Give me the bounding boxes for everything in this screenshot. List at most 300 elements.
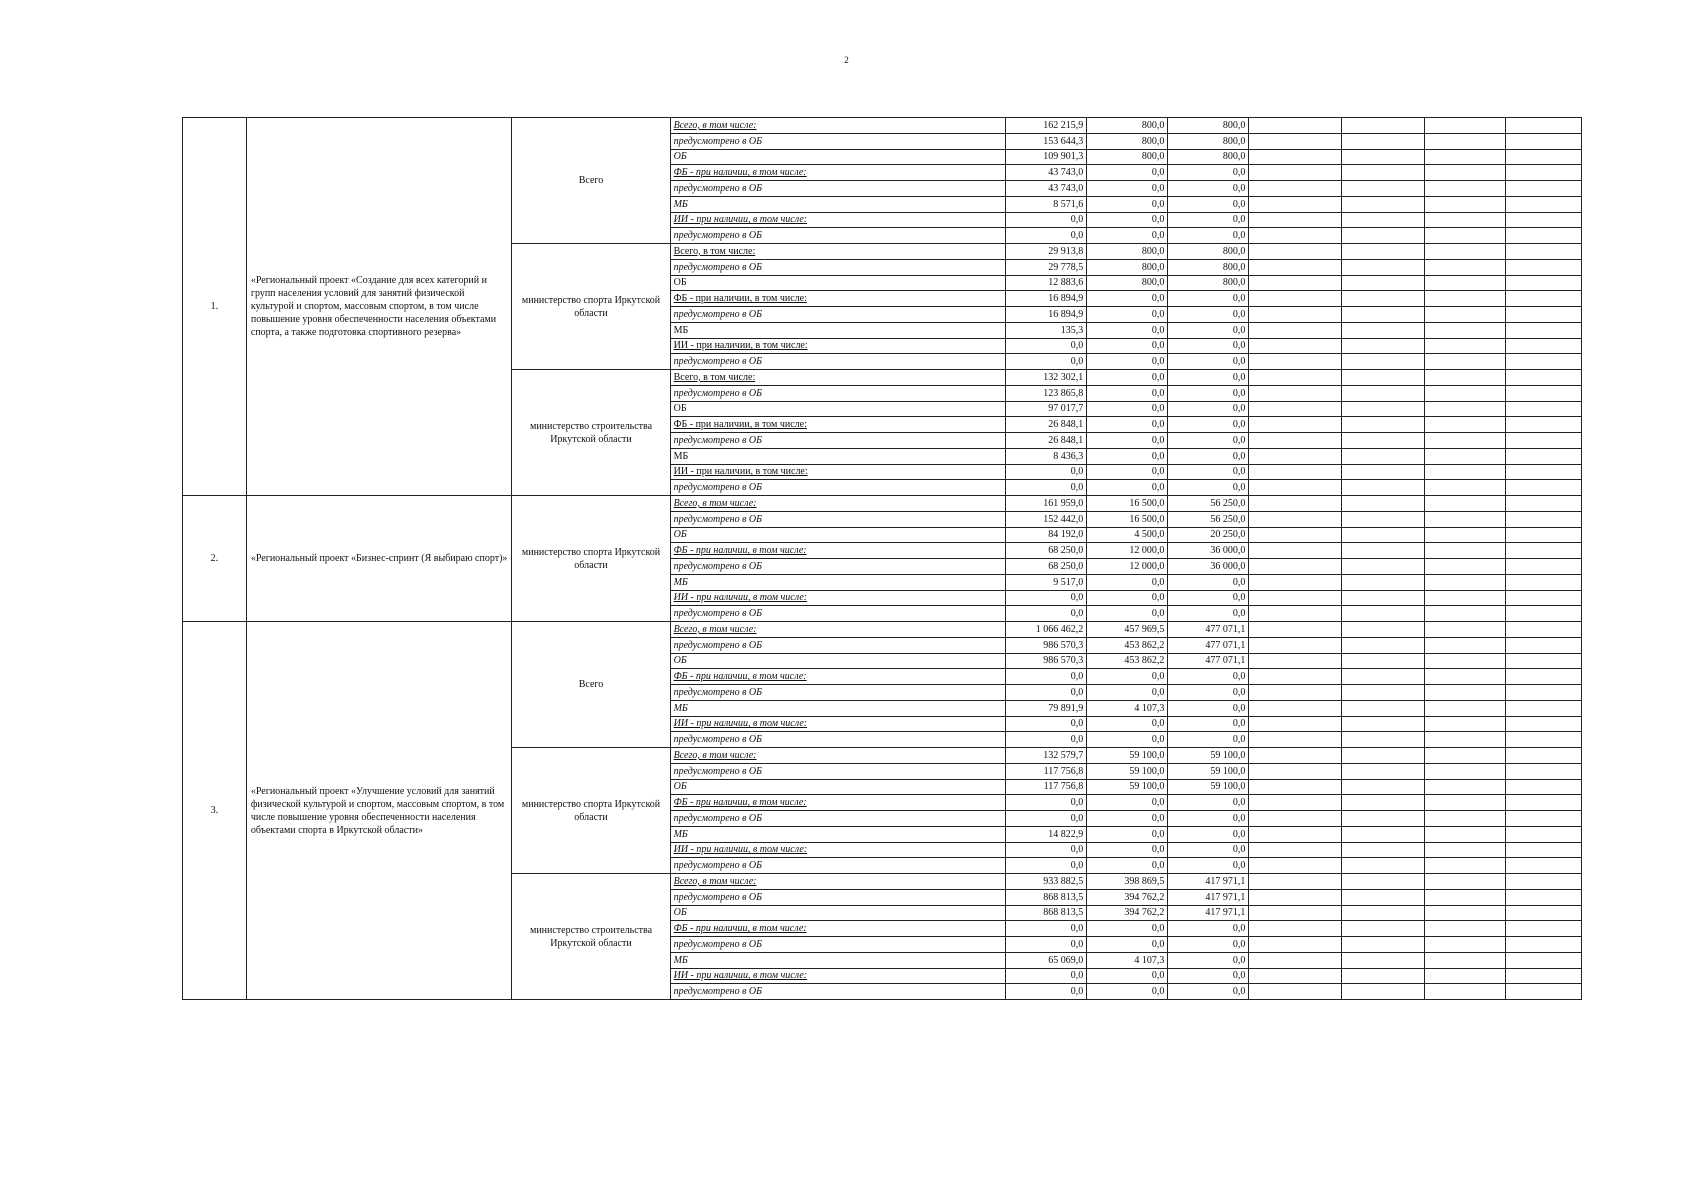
funding-source-label: ФБ - при наличии, в том числе: (670, 543, 1006, 559)
empty-cell (1424, 212, 1505, 228)
empty-cell (1341, 370, 1424, 386)
empty-cell (1505, 212, 1581, 228)
empty-cell (1249, 763, 1341, 779)
empty-cell (1249, 700, 1341, 716)
amount-year-2: 0,0 (1087, 811, 1168, 827)
funding-source-label: ФБ - при наличии, в том числе: (670, 795, 1006, 811)
empty-cell (1341, 149, 1424, 165)
amount-year-3: 477 071,1 (1168, 653, 1249, 669)
responsible-executor: министерство спорта Иркутской области (512, 748, 670, 874)
empty-cell (1249, 511, 1341, 527)
empty-cell (1341, 968, 1424, 984)
funding-source-label: предусмотрено в ОБ (670, 937, 1006, 953)
empty-cell (1341, 795, 1424, 811)
empty-cell (1505, 480, 1581, 496)
amount-year-2: 4 107,3 (1087, 700, 1168, 716)
amount-year-2: 0,0 (1087, 669, 1168, 685)
empty-cell (1424, 653, 1505, 669)
amount-year-2: 800,0 (1087, 244, 1168, 260)
empty-cell (1505, 417, 1581, 433)
amount-year-2: 0,0 (1087, 842, 1168, 858)
empty-cell (1249, 401, 1341, 417)
empty-cell (1249, 354, 1341, 370)
budget-table (182, 117, 1582, 1000)
amount-year-1: 0,0 (1006, 480, 1087, 496)
empty-cell (1505, 543, 1581, 559)
empty-cell (1249, 842, 1341, 858)
empty-cell (1424, 795, 1505, 811)
empty-cell (1424, 307, 1505, 323)
empty-cell (1424, 181, 1505, 197)
amount-year-2: 0,0 (1087, 354, 1168, 370)
amount-year-2: 59 100,0 (1087, 779, 1168, 795)
empty-cell (1249, 118, 1341, 134)
amount-year-2: 800,0 (1087, 275, 1168, 291)
amount-year-3: 800,0 (1168, 149, 1249, 165)
empty-cell (1424, 858, 1505, 874)
funding-source-label: предусмотрено в ОБ (670, 480, 1006, 496)
empty-cell (1249, 716, 1341, 732)
amount-year-3: 800,0 (1168, 259, 1249, 275)
funding-source-label: предусмотрено в ОБ (670, 559, 1006, 575)
empty-cell (1505, 511, 1581, 527)
empty-cell (1424, 559, 1505, 575)
amount-year-1: 1 066 462,2 (1006, 622, 1087, 638)
empty-cell (1249, 165, 1341, 181)
empty-cell (1341, 464, 1424, 480)
funding-source-label: предусмотрено в ОБ (670, 181, 1006, 197)
amount-year-2: 0,0 (1087, 291, 1168, 307)
funding-source-label: ОБ (670, 149, 1006, 165)
empty-cell (1505, 606, 1581, 622)
empty-cell (1341, 244, 1424, 260)
empty-cell (1341, 401, 1424, 417)
amount-year-2: 4 107,3 (1087, 952, 1168, 968)
empty-cell (1249, 385, 1341, 401)
amount-year-3: 0,0 (1168, 322, 1249, 338)
amount-year-3: 0,0 (1168, 685, 1249, 701)
empty-cell (1341, 480, 1424, 496)
empty-cell (1249, 228, 1341, 244)
table-row (183, 622, 1582, 638)
amount-year-1: 0,0 (1006, 354, 1087, 370)
empty-cell (1424, 165, 1505, 181)
empty-cell (1505, 622, 1581, 638)
empty-cell (1341, 685, 1424, 701)
empty-cell (1249, 779, 1341, 795)
amount-year-3: 0,0 (1168, 401, 1249, 417)
amount-year-1: 0,0 (1006, 464, 1087, 480)
empty-cell (1249, 937, 1341, 953)
amount-year-2: 0,0 (1087, 322, 1168, 338)
funding-source-label: предусмотрено в ОБ (670, 511, 1006, 527)
empty-cell (1341, 842, 1424, 858)
funding-source-label: ОБ (670, 653, 1006, 669)
empty-cell (1341, 291, 1424, 307)
empty-cell (1505, 354, 1581, 370)
amount-year-2: 59 100,0 (1087, 763, 1168, 779)
funding-source-label: МБ (670, 574, 1006, 590)
amount-year-1: 26 848,1 (1006, 417, 1087, 433)
empty-cell (1505, 527, 1581, 543)
table-row (183, 118, 1582, 134)
amount-year-3: 417 971,1 (1168, 905, 1249, 921)
funding-source-label: ИИ - при наличии, в том числе: (670, 716, 1006, 732)
amount-year-3: 0,0 (1168, 921, 1249, 937)
funding-source-label: предусмотрено в ОБ (670, 685, 1006, 701)
empty-cell (1505, 385, 1581, 401)
amount-year-1: 868 813,5 (1006, 889, 1087, 905)
funding-source-label: предусмотрено в ОБ (670, 133, 1006, 149)
funding-source-label: предусмотрено в ОБ (670, 354, 1006, 370)
empty-cell (1341, 496, 1424, 512)
empty-cell (1505, 685, 1581, 701)
amount-year-1: 0,0 (1006, 795, 1087, 811)
funding-source-label: предусмотрено в ОБ (670, 606, 1006, 622)
amount-year-1: 868 813,5 (1006, 905, 1087, 921)
empty-cell (1341, 669, 1424, 685)
amount-year-1: 0,0 (1006, 228, 1087, 244)
empty-cell (1505, 433, 1581, 449)
empty-cell (1505, 165, 1581, 181)
empty-cell (1249, 464, 1341, 480)
funding-source-label: ОБ (670, 779, 1006, 795)
amount-year-1: 132 579,7 (1006, 748, 1087, 764)
funding-source-label: ИИ - при наличии, в том числе: (670, 842, 1006, 858)
empty-cell (1341, 322, 1424, 338)
amount-year-2: 0,0 (1087, 165, 1168, 181)
amount-year-1: 161 959,0 (1006, 496, 1087, 512)
funding-source-label: ИИ - при наличии, в том числе: (670, 968, 1006, 984)
amount-year-3: 800,0 (1168, 133, 1249, 149)
empty-cell (1249, 952, 1341, 968)
funding-source-label: предусмотрено в ОБ (670, 259, 1006, 275)
amount-year-3: 417 971,1 (1168, 874, 1249, 890)
empty-cell (1505, 716, 1581, 732)
empty-cell (1341, 952, 1424, 968)
empty-cell (1249, 874, 1341, 890)
empty-cell (1249, 338, 1341, 354)
funding-source-label: Всего, в том числе: (670, 748, 1006, 764)
funding-source-label: ОБ (670, 401, 1006, 417)
empty-cell (1424, 952, 1505, 968)
funding-source-label: МБ (670, 952, 1006, 968)
amount-year-2: 12 000,0 (1087, 559, 1168, 575)
funding-source-label: Всего, в том числе: (670, 370, 1006, 386)
empty-cell (1505, 795, 1581, 811)
amount-year-1: 8 571,6 (1006, 196, 1087, 212)
empty-cell (1249, 921, 1341, 937)
amount-year-2: 0,0 (1087, 433, 1168, 449)
empty-cell (1424, 401, 1505, 417)
funding-source-label: предусмотрено в ОБ (670, 637, 1006, 653)
empty-cell (1424, 385, 1505, 401)
amount-year-1: 29 778,5 (1006, 259, 1087, 275)
empty-cell (1505, 275, 1581, 291)
amount-year-2: 800,0 (1087, 118, 1168, 134)
amount-year-2: 0,0 (1087, 480, 1168, 496)
empty-cell (1341, 275, 1424, 291)
empty-cell (1249, 291, 1341, 307)
funding-source-label: МБ (670, 826, 1006, 842)
amount-year-1: 109 901,3 (1006, 149, 1087, 165)
amount-year-2: 0,0 (1087, 606, 1168, 622)
funding-source-label: Всего, в том числе: (670, 118, 1006, 134)
empty-cell (1424, 149, 1505, 165)
amount-year-2: 0,0 (1087, 984, 1168, 1000)
amount-year-3: 0,0 (1168, 952, 1249, 968)
amount-year-1: 0,0 (1006, 685, 1087, 701)
empty-cell (1341, 622, 1424, 638)
amount-year-3: 56 250,0 (1168, 511, 1249, 527)
funding-source-label: ИИ - при наличии, в том числе: (670, 590, 1006, 606)
amount-year-3: 20 250,0 (1168, 527, 1249, 543)
empty-cell (1424, 716, 1505, 732)
empty-cell (1424, 417, 1505, 433)
amount-year-1: 132 302,1 (1006, 370, 1087, 386)
empty-cell (1341, 700, 1424, 716)
section-number: 3. (183, 622, 247, 1000)
funding-source-label: ОБ (670, 527, 1006, 543)
empty-cell (1341, 448, 1424, 464)
funding-source-label: предусмотрено в ОБ (670, 889, 1006, 905)
empty-cell (1424, 511, 1505, 527)
empty-cell (1505, 133, 1581, 149)
empty-cell (1424, 622, 1505, 638)
amount-year-2: 0,0 (1087, 401, 1168, 417)
amount-year-3: 800,0 (1168, 118, 1249, 134)
empty-cell (1249, 748, 1341, 764)
amount-year-2: 0,0 (1087, 795, 1168, 811)
amount-year-2: 0,0 (1087, 181, 1168, 197)
empty-cell (1424, 779, 1505, 795)
funding-source-label: предусмотрено в ОБ (670, 763, 1006, 779)
empty-cell (1424, 637, 1505, 653)
amount-year-1: 0,0 (1006, 338, 1087, 354)
empty-cell (1249, 448, 1341, 464)
amount-year-2: 0,0 (1087, 858, 1168, 874)
empty-cell (1341, 543, 1424, 559)
empty-cell (1505, 811, 1581, 827)
empty-cell (1341, 133, 1424, 149)
empty-cell (1505, 370, 1581, 386)
amount-year-3: 0,0 (1168, 732, 1249, 748)
amount-year-3: 36 000,0 (1168, 543, 1249, 559)
empty-cell (1505, 448, 1581, 464)
funding-source-label: ФБ - при наличии, в том числе: (670, 669, 1006, 685)
empty-cell (1505, 937, 1581, 953)
empty-cell (1249, 622, 1341, 638)
amount-year-1: 0,0 (1006, 716, 1087, 732)
amount-year-3: 0,0 (1168, 669, 1249, 685)
amount-year-3: 0,0 (1168, 291, 1249, 307)
funding-source-label: ИИ - при наличии, в том числе: (670, 338, 1006, 354)
project-name: «Региональный проект «Бизнес-спринт (Я выбираю спорт)» (246, 496, 512, 622)
amount-year-3: 0,0 (1168, 307, 1249, 323)
empty-cell (1249, 968, 1341, 984)
empty-cell (1505, 858, 1581, 874)
empty-cell (1341, 748, 1424, 764)
empty-cell (1249, 559, 1341, 575)
empty-cell (1424, 669, 1505, 685)
amount-year-2: 800,0 (1087, 259, 1168, 275)
empty-cell (1505, 669, 1581, 685)
empty-cell (1341, 811, 1424, 827)
funding-source-label: предусмотрено в ОБ (670, 732, 1006, 748)
amount-year-3: 0,0 (1168, 574, 1249, 590)
amount-year-1: 0,0 (1006, 984, 1087, 1000)
amount-year-2: 4 500,0 (1087, 527, 1168, 543)
empty-cell (1505, 732, 1581, 748)
empty-cell (1505, 307, 1581, 323)
empty-cell (1341, 732, 1424, 748)
project-name: «Региональный проект «Улучшение условий для занятий физической культурой и спортом, массовым спортом, в том числе повышение уровня обеспеченности населения объектами спорта в Иркутской области» (246, 622, 512, 1000)
amount-year-2: 16 500,0 (1087, 496, 1168, 512)
empty-cell (1249, 196, 1341, 212)
amount-year-2: 453 862,2 (1087, 637, 1168, 653)
funding-source-label: ИИ - при наличии, в том числе: (670, 464, 1006, 480)
amount-year-3: 0,0 (1168, 826, 1249, 842)
amount-year-3: 0,0 (1168, 228, 1249, 244)
responsible-executor: Всего (512, 118, 670, 244)
empty-cell (1249, 244, 1341, 260)
empty-cell (1505, 149, 1581, 165)
empty-cell (1424, 338, 1505, 354)
empty-cell (1341, 228, 1424, 244)
empty-cell (1505, 574, 1581, 590)
amount-year-2: 0,0 (1087, 826, 1168, 842)
amount-year-1: 97 017,7 (1006, 401, 1087, 417)
amount-year-2: 800,0 (1087, 149, 1168, 165)
empty-cell (1341, 354, 1424, 370)
empty-cell (1341, 858, 1424, 874)
empty-cell (1249, 811, 1341, 827)
amount-year-2: 0,0 (1087, 574, 1168, 590)
amount-year-3: 800,0 (1168, 244, 1249, 260)
responsible-executor: Всего (512, 622, 670, 748)
empty-cell (1341, 574, 1424, 590)
empty-cell (1505, 763, 1581, 779)
empty-cell (1249, 590, 1341, 606)
amount-year-3: 0,0 (1168, 448, 1249, 464)
amount-year-3: 0,0 (1168, 937, 1249, 953)
empty-cell (1505, 637, 1581, 653)
empty-cell (1505, 984, 1581, 1000)
empty-cell (1341, 606, 1424, 622)
amount-year-1: 135,3 (1006, 322, 1087, 338)
empty-cell (1249, 685, 1341, 701)
empty-cell (1505, 496, 1581, 512)
empty-cell (1341, 307, 1424, 323)
amount-year-3: 0,0 (1168, 716, 1249, 732)
empty-cell (1249, 480, 1341, 496)
amount-year-1: 16 894,9 (1006, 291, 1087, 307)
funding-source-label: предусмотрено в ОБ (670, 433, 1006, 449)
empty-cell (1249, 795, 1341, 811)
amount-year-3: 0,0 (1168, 700, 1249, 716)
funding-source-label: МБ (670, 700, 1006, 716)
amount-year-1: 84 192,0 (1006, 527, 1087, 543)
empty-cell (1341, 165, 1424, 181)
amount-year-2: 800,0 (1087, 133, 1168, 149)
responsible-executor: министерство спорта Иркутской области (512, 496, 670, 622)
amount-year-1: 26 848,1 (1006, 433, 1087, 449)
empty-cell (1505, 259, 1581, 275)
amount-year-2: 394 762,2 (1087, 889, 1168, 905)
empty-cell (1424, 937, 1505, 953)
amount-year-1: 986 570,3 (1006, 637, 1087, 653)
amount-year-3: 0,0 (1168, 984, 1249, 1000)
amount-year-3: 0,0 (1168, 338, 1249, 354)
amount-year-2: 0,0 (1087, 716, 1168, 732)
empty-cell (1249, 653, 1341, 669)
empty-cell (1341, 653, 1424, 669)
amount-year-2: 12 000,0 (1087, 543, 1168, 559)
amount-year-1: 65 069,0 (1006, 952, 1087, 968)
amount-year-1: 117 756,8 (1006, 763, 1087, 779)
amount-year-2: 0,0 (1087, 590, 1168, 606)
amount-year-2: 0,0 (1087, 196, 1168, 212)
amount-year-3: 59 100,0 (1168, 779, 1249, 795)
funding-source-label: Всего, в том числе: (670, 496, 1006, 512)
empty-cell (1424, 448, 1505, 464)
amount-year-2: 394 762,2 (1087, 905, 1168, 921)
funding-source-label: Всего, в том числе: (670, 244, 1006, 260)
empty-cell (1424, 543, 1505, 559)
empty-cell (1341, 905, 1424, 921)
empty-cell (1424, 291, 1505, 307)
amount-year-1: 14 822,9 (1006, 826, 1087, 842)
empty-cell (1341, 212, 1424, 228)
empty-cell (1505, 322, 1581, 338)
empty-cell (1341, 181, 1424, 197)
empty-cell (1341, 874, 1424, 890)
amount-year-3: 0,0 (1168, 606, 1249, 622)
amount-year-1: 0,0 (1006, 212, 1087, 228)
amount-year-3: 0,0 (1168, 590, 1249, 606)
empty-cell (1341, 511, 1424, 527)
funding-source-label: ФБ - при наличии, в том числе: (670, 417, 1006, 433)
empty-cell (1249, 858, 1341, 874)
empty-cell (1505, 590, 1581, 606)
amount-year-2: 0,0 (1087, 685, 1168, 701)
amount-year-1: 0,0 (1006, 732, 1087, 748)
empty-cell (1424, 480, 1505, 496)
amount-year-1: 68 250,0 (1006, 559, 1087, 575)
amount-year-3: 0,0 (1168, 181, 1249, 197)
amount-year-2: 16 500,0 (1087, 511, 1168, 527)
amount-year-2: 457 969,5 (1087, 622, 1168, 638)
empty-cell (1249, 322, 1341, 338)
responsible-executor: министерство спорта Иркутской области (512, 244, 670, 370)
funding-source-label: предусмотрено в ОБ (670, 385, 1006, 401)
empty-cell (1341, 637, 1424, 653)
empty-cell (1341, 779, 1424, 795)
amount-year-2: 398 869,5 (1087, 874, 1168, 890)
funding-source-label: ФБ - при наличии, в том числе: (670, 165, 1006, 181)
funding-source-label: предусмотрено в ОБ (670, 307, 1006, 323)
empty-cell (1249, 181, 1341, 197)
empty-cell (1505, 921, 1581, 937)
amount-year-2: 0,0 (1087, 417, 1168, 433)
amount-year-1: 43 743,0 (1006, 165, 1087, 181)
amount-year-2: 0,0 (1087, 385, 1168, 401)
amount-year-3: 0,0 (1168, 811, 1249, 827)
section-number: 1. (183, 118, 247, 496)
empty-cell (1505, 748, 1581, 764)
amount-year-3: 0,0 (1168, 165, 1249, 181)
amount-year-2: 0,0 (1087, 732, 1168, 748)
